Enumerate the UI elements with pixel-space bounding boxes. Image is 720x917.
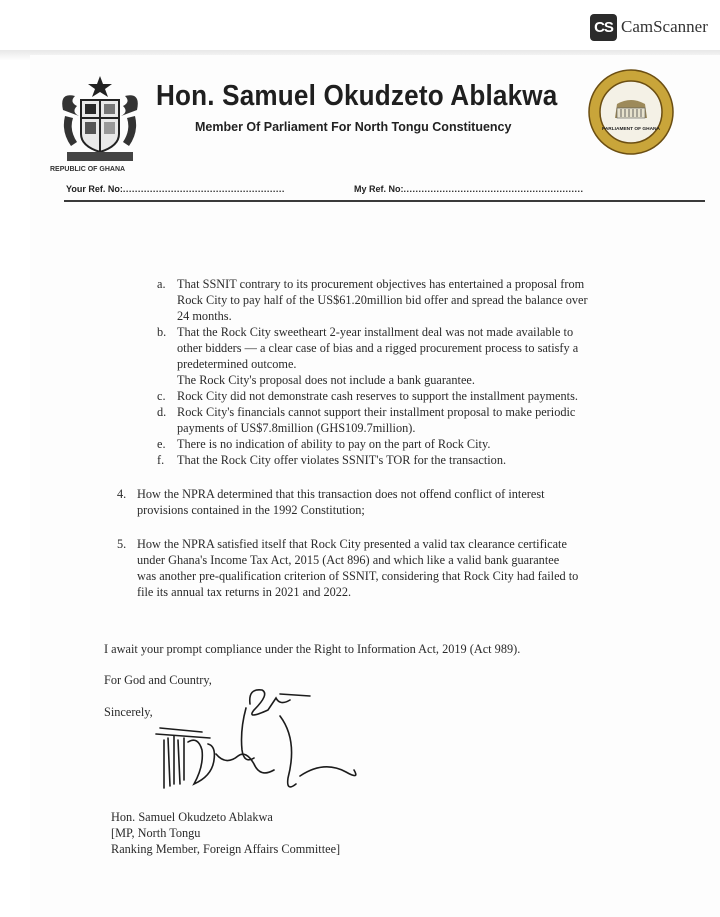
item-b-line: other bidders — a clear case of bias and a rigged procurement process to satisfy a [177,341,579,355]
signatory-role: Ranking Member, Foreign Affairs Committee] [111,842,341,856]
item-a-line: Rock City to pay half of the US$61.20million bid offer and spread the balance over [177,293,588,307]
item-c-marker: c. [157,389,166,403]
item-5-marker: 5. [117,537,127,551]
closing-god-country: For God and Country, [104,673,212,687]
parliament-seal-icon [587,68,675,156]
item-b-line: The Rock City's proposal does not include a bank guarantee. [177,373,475,387]
your-ref-label: Your Ref. No: [66,184,123,194]
item-5-line: How the NPRA satisfied itself that Rock City presented a valid tax clearance certificate [137,537,567,551]
item-a-line: That SSNIT contrary to its procurement objectives has entertained a proposal from [177,277,585,291]
item-f-line: That the Rock City offer violates SSNIT's TOR for the transaction. [177,453,507,467]
your-ref-field: Your Ref. No:...................................................... [66,184,285,194]
ghana-coat-of-arms-icon [55,72,145,166]
handwritten-signature [150,680,380,810]
letterhead-rule [64,200,705,202]
item-b-line: predetermined outcome. [177,357,297,371]
camscanner-label: CamScanner [621,17,708,36]
item-a-marker: a. [157,277,166,291]
mp-name-heading: Hon. Samuel Okudzeto Ablakwa [156,80,558,112]
signatory-name: Hon. Samuel Okudzeto Ablakwa [111,810,273,824]
item-f-marker: f. [157,453,165,467]
item-d-line: Rock City's financials cannot support their installment proposal to make periodic [177,405,576,419]
item-e-line: There is no indication of ability to pay on the part of Rock City. [177,437,491,451]
seal-text: PARLIAMENT OF GHANA [601,127,661,132]
mp-subtitle: Member Of Parliament For North Tongu Constituency [195,120,512,134]
item-4-marker: 4. [117,487,127,501]
camscanner-logo-icon: CS [590,14,617,41]
coat-caption: REPUBLIC OF GHANA [50,166,126,173]
closing-sincerely: Sincerely, [104,705,153,719]
item-e-marker: e. [157,437,166,451]
item-b-marker: b. [157,325,167,339]
camscanner-watermark [590,12,708,42]
item-5-line: under Ghana's Income Tax Act, 2015 (Act 896) and which like a valid bank guarantee [137,553,560,567]
item-d-line: payments of US$7.8million (GHS109.7million). [177,421,416,435]
item-5-line: was another pre-qualification criterion of SSNIT, considering that Rock City had failed to [137,569,579,583]
my-ref-label: My Ref. No: [354,184,404,194]
signatory-mp: [MP, North Tongu [111,826,201,840]
item-a-line: 24 months. [177,309,232,323]
item-4-line: provisions contained in the 1992 Constitution; [137,503,365,517]
my-ref-field: My Ref. No:............................................................ [354,184,584,194]
item-d-marker: d. [157,405,167,419]
item-4-line: How the NPRA determined that this transaction does not offend conflict of interest [137,487,545,501]
item-c-line: Rock City did not demonstrate cash reserves to support the installment payments. [177,389,578,403]
item-5-line: file its annual tax returns in 2021 and 2022. [137,585,352,599]
closing-await: I await your prompt compliance under the Right to Information Act, 2019 (Act 989). [104,642,521,656]
item-b-line: That the Rock City sweetheart 2-year installment deal was not made available to [177,325,574,339]
